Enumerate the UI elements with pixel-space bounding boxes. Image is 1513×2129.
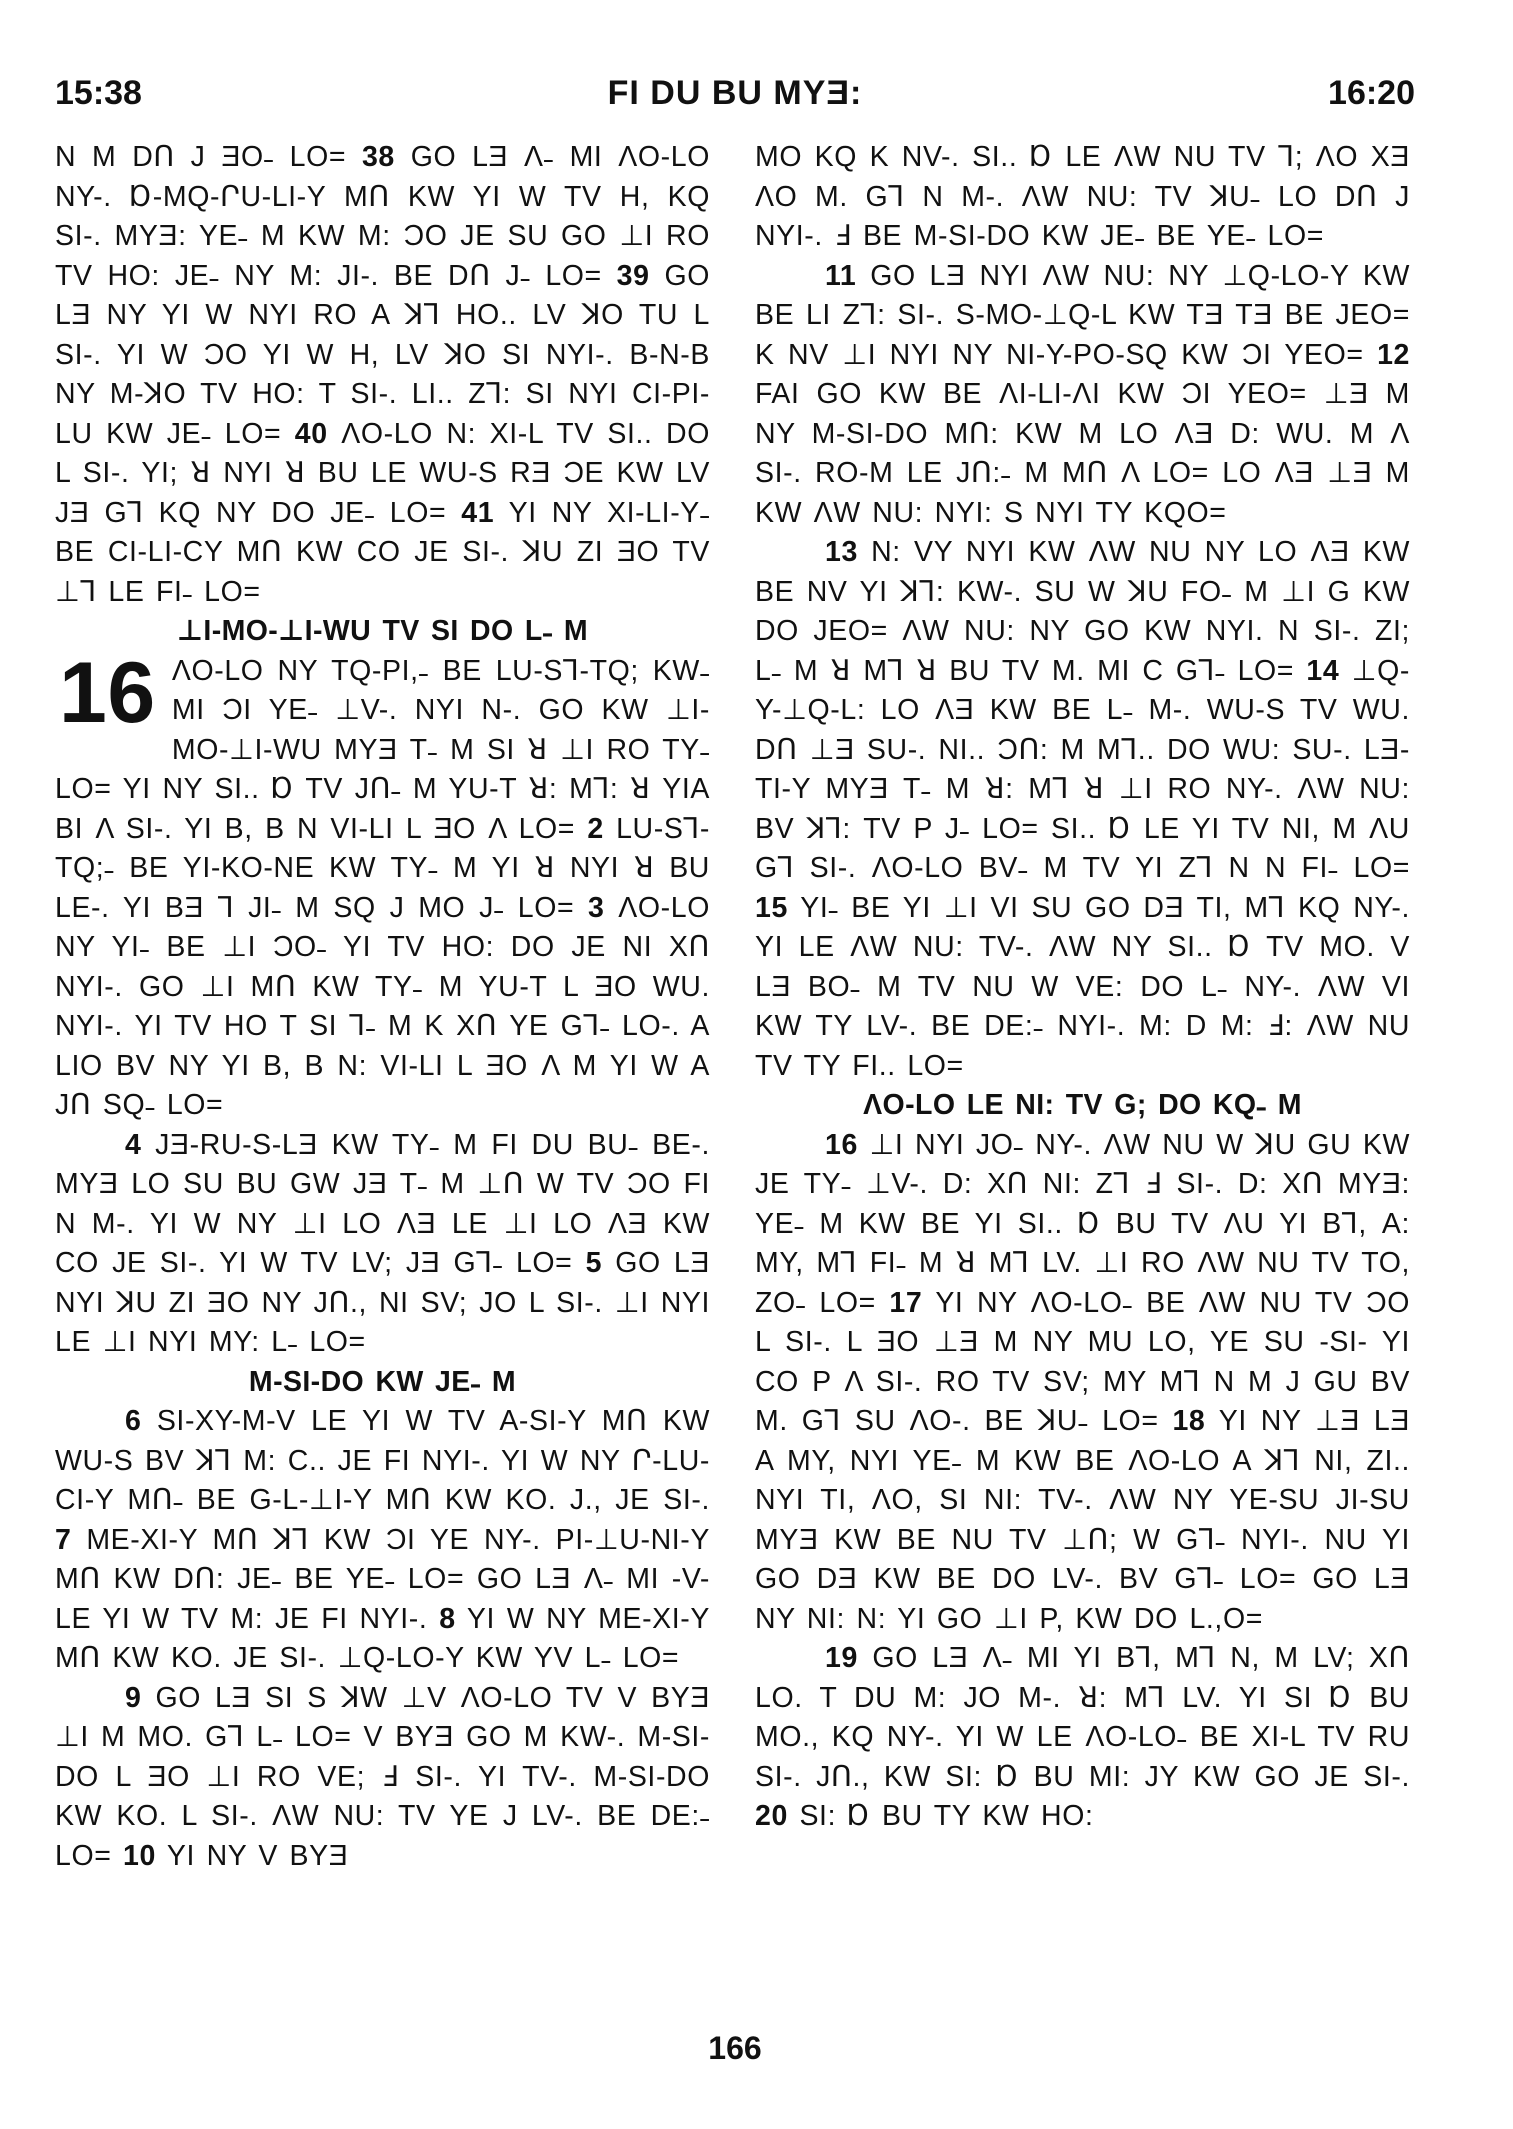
paragraph [755,533,1410,1086]
paragraph [55,1402,710,1679]
text-run: SI: Ɒ BU TY KW HO: [799,1800,1094,1832]
right-column [755,138,1410,1837]
text-run: YI NY ɅO-LO˗ BE ΛW NU TV ƆO L SI-. L ƎO ⊥Ǝ M NY MU LO, YE SU -SI- YI CO P Λ SI-. RO TV SV; MY Mꓶ N M J GU BV M. Gꓶ SU ΛO-. BE ꓘU˗ LO= [755,1286,1410,1437]
text-run: ɅO-LO N: XI-L TV SI.. DO L SI-. YI; ꓤ NYI ꓤ BU LE WU-S RƎ ƆE KW LV JƎ Gꓶ KQ NY DO JE˗ LO= [55,417,710,529]
text-run: YI NY XI-LI-Y˗ BE CI-LI-CY MՈ KW CO JE SI-. ꓘU ZI ƎO TV ⊥ꓶ LE FI˗ LO= [55,496,710,608]
text-run: GO LƎ Λ˗ MI YI Bꓶ, Mꓶ N, M LV; XՈ LO. T DU M: JO M-. ꓤ: Mꓶ LV. YI SI Ɒ BU MO., KQ NY-. YI W LE ɅO-LO˗ BE XI-L TV RU SI-. JՈ., KW SI: Ɒ BU MI: JY KW GO JE SI-. [755,1642,1410,1793]
verse-number: 16 [825,1128,858,1161]
bible-page [55,70,1415,2070]
text-run: JƎ-RU-S-LƎ KW TY˗ M FI DU BU˗ BE-. MYƎ LO SU BU GW JƎ T˗ M ⊥Ո W TV ƆO FI N M-. YI W NY ⊥I LO ɅƎ LE ⊥I LO ɅƎ KW CO JE SI-. YI W TV LV; JƎ Gꓶ˗ LO= [55,1128,710,1279]
verse-number: 20 [755,1800,788,1832]
header-book-title: FI DU BU MYƎ: [607,74,863,112]
verse-number: 14 [1306,654,1340,687]
text-run: ⊥I NYI JO˗ NY-. ΛW NU W ꓘU GU KW JE TY˗ ⊥V-. D: XՈ NI: Zꓶ Ⅎ SI-. D: XՈ MYƎ: YE˗ M KW BE YI SI.. Ɒ BU TV ɅU YI Bꓶ, A: MY, Mꓶ FI˗ M ꓤ Mꓶ LV. ⊥I RO ΛW NU TV TO, ZO˗ LO= [755,1128,1410,1319]
verse-number: 9 [125,1681,142,1714]
verse-number: 2 [587,812,604,845]
verse-number: 13 [825,536,858,568]
verse-number: 15 [755,891,788,924]
verse-number: 8 [439,1602,456,1635]
section-heading: M-SI-DO KW JE˗ M [248,1365,517,1398]
section-heading: ɅO-LO LE NI: TV G; DO KQ˗ M [863,1089,1302,1121]
text-run: GO LƎ SI S ꓘW ⊥V ɅO-LO TV V BYƎ ⊥I M MO. Gꓶ L˗ LO= V BYƎ GO M KW-. M-SI-DO L ƎO ⊥I RO VE; Ⅎ SI-. YI TV-. M-SI-DO KW KO. L SI-. ΛW NU: TV YE J LV-. BE DE:˗ LO= [55,1681,710,1872]
text-run: YI NY ⊥Ǝ LƎ A MY, NYI YE˗ M KW BE ɅO-LO A ꓘꓶ NI, ZI.. NYI TI, ɅO, SI NI: TV-. ΛW NY YE-SU JI-SU MYƎ KW BE NU TV ⊥Ո; W Gꓶ˗ NYI-. NU YI GO DƎ KW BE DO LV-. BV Gꓶ˗ LO= GO LƎ NY NI: N: YI GO ⊥I P, KW DO L.,O= [755,1405,1410,1635]
verse-number: 10 [123,1839,156,1872]
paragraph [755,138,1410,257]
chapter-number: 16 [59,644,156,741]
text-run: LU-Sꓶ-TQ;˗ BE YI-KO-NE KW TY˗ M YI ꓤ NYI ꓤ BU LE-. YI BƎ ꓶ JI˗ M SQ J MO J˗ LO= [55,812,710,924]
text-run: ⊥Q-Y-⊥Q-L: LO ɅƎ KW BE L˗ M-. WU-S TV WU. DՈ ⊥Ǝ SU-. NI.. ƆՈ: M Mꓶ.. DO WU: SU-. LƎ-TI-Y MYƎ T˗ M ꓤ: Mꓶ ꓤ ⊥I RO NY-. ΛW NU: BV ꓘꓶ: TV P J˗ LO= SI.. Ɒ LE YI TV NI, M ɅU Gꓶ SI-. ɅO-LO BV˗ M TV YI Zꓶ N N FI˗ LO= [755,654,1410,884]
left-column [55,138,710,1876]
text-run: N: VY NYI KW ΛW NU NY LO ɅƎ KW BE NV YI ꓘꓶ: KW-. SU W ꓘU FO˗ M ⊥I G KW DO JEO= ΛW NU: NY GO KW NYI. N SI-. ZI; L˗ M ꓤ Mꓶ ꓤ BU TV M. MI C Gꓶ˗ LO= [755,536,1410,687]
paragraph [755,1639,1410,1837]
text-run: SI-XY-M-V LE YI W TV A-SI-Y MՈ KW WU-S BV ꓘꓶ M: C.. JE FI NYI-. YI W NY Ր-LU-CI-Y MՈ˗ BE G-L-⊥I-Y MՈ KW KO. J., JE SI-. [55,1405,710,1516]
paragraph [55,1126,710,1363]
verse-number: 38 [361,141,395,173]
paragraph [55,1679,710,1877]
text-run: MO KQ K NV-. SI.. Ɒ LE ΛW NU TV ꓶ; ΛO XƎ ΛO M. Gꓶ N M-. ΛW NU: TV ꓘU˗ LO DՈ J NYI-. Ⅎ BE M-SI-DO KW JE˗ BE YE˗ LO= [755,141,1410,252]
verse-number: 39 [616,259,650,292]
text-columns [55,138,1415,2028]
text-run: ɅO-LO NY YI˗ BE ⊥I ƆO˗ YI TV HO: DO JE NI XՈ NYI-. GO ⊥I MՈ KW TY˗ M YU-T L ƎO WU. NYI-. YI TV HO T SI ꓶ˗ M K XՈ YE Gꓶ˗ LO-. A LIO BV NY YI B, B N: VI-LI L ƎO Λ M YI W A JՈ SQ˗ LO= [55,891,710,1121]
paragraph [755,1126,1410,1640]
text-run: GO LƎ NYI ꓘU ZI ƎO NY JՈ., NI SV; JO L SI-. ⊥I NYI LE ⊥I NYI MY: L˗ LO= [55,1247,710,1358]
text-run: YI W NY ME-XI-Y MՈ KW KO. JE SI-. ⊥Q-LO-Y KW YV L˗ LO= [55,1602,710,1674]
paragraph [755,257,1410,534]
verse-number: 3 [588,891,605,924]
running-header [55,70,1415,122]
text-run: ɅO-LO NY TQ-PI,˗ BE LU-Sꓶ-TQ; KW˗ MI ƆI YE˗ ⊥V-. NYI N-. GO KW ⊥I-MO-⊥I-WU MYƎ T˗ M SI ꓤ ⊥I RO TY˗ LO= YI NY SI.. Ɒ TV JՈ˗ M YU-T ꓤ: Mꓶ: ꓤ YIA BI Λ SI-. YI B, B N VI-LI L ƎO Λ LO= [55,654,710,845]
paragraph [55,138,710,612]
text-run: GO LƎ Λ˗ MI ɅO-LO NY-. Ɒ-MQ-ՐU-LI-Y MՈ KW YI W TV H, KQ SI-. MYƎ: YE˗ M KW M: ƆO JE SU GO ⊥I RO TV HO: JE˗ NY M: JI-. BE DՈ J˗ LO= [55,141,710,292]
text-run: ME-XI-Y MՈ ꓘꓶ KW ƆI YE NY-. PI-⊥U-NI-Y MՈ KW DՈ: JE˗ BE YE˗ LO= GO LƎ Λ˗ MI -V- LE YI W TV M: JE FI NYI-. [55,1523,710,1635]
verse-number: 19 [825,1642,858,1674]
text-run: GO LƎ NY YI W NYI RO A ꓘꓶ HO.. LV ꓘO TU L SI-. YI W ƆO YI W H, LV ꓘO SI NYI-. B-N-B NY M-ꓘO TV HO: T SI-. LI.. Zꓶ: SI NYI CI-PI-LU KW JE˗ LO= [55,259,710,450]
verse-number: 4 [125,1128,142,1161]
text-run: YI˗ BE YI ⊥I VI SU GO DƎ TI, Mꓶ KQ NY-. YI LE ΛW NU: TV-. ΛW NY SI.. Ɒ TV MO. V LƎ BO˗ M TV NU W VE: DO L˗ NY-. ΛW VI KW TY LV-. BE DE:˗ NYI-. M: D M: Ⅎ: ΛW NU TV TY FI.. LO= [755,891,1410,1082]
verse-number: 7 [55,1523,72,1556]
verse-number: 18 [1172,1405,1206,1437]
verse-number: 12 [1377,338,1410,371]
text-run: YI NY V BYƎ [166,1839,349,1872]
text-run: N M DՈ J ƎO˗ LO= [55,141,347,173]
chapter-block [55,644,710,1126]
verse-number: 11 [825,259,857,292]
verse-number: 17 [889,1286,923,1319]
page-number: 166 [708,2030,762,2066]
verse-number: 6 [125,1405,142,1437]
verse-number: 40 [294,417,328,450]
text-run: GO LƎ NYI ΛW NU: NY ⊥Q-LO-Y KW BE LI Zꓶ: SI-. S-MO-⊥Q-L KW TƎ TƎ BE JEO= K NV ⊥I NYI NY NI-Y-PO-SQ KW ƆI YEO= [755,259,1410,371]
text-run: FAI GO KW BE ɅI-LI-ɅI KW ƆI YEO= ⊥Ǝ M NY M-SI-DO MՈ: KW M LO ɅƎ D: WU. M Λ SI-. RO-M LE JՈ:˗ M MՈ Λ LO= LO ɅƎ ⊥Ǝ M KW ΛW NU: NYI: S NYI TY KQO= [755,378,1410,529]
verse-number: 5 [585,1247,603,1279]
section-heading: ⊥I-MO-⊥I-WU TV SI DO L˗ M [176,615,589,647]
header-left-reference: 15:38 [55,74,142,112]
header-right-reference: 16:20 [1328,74,1415,112]
verse-number: 41 [461,496,495,529]
